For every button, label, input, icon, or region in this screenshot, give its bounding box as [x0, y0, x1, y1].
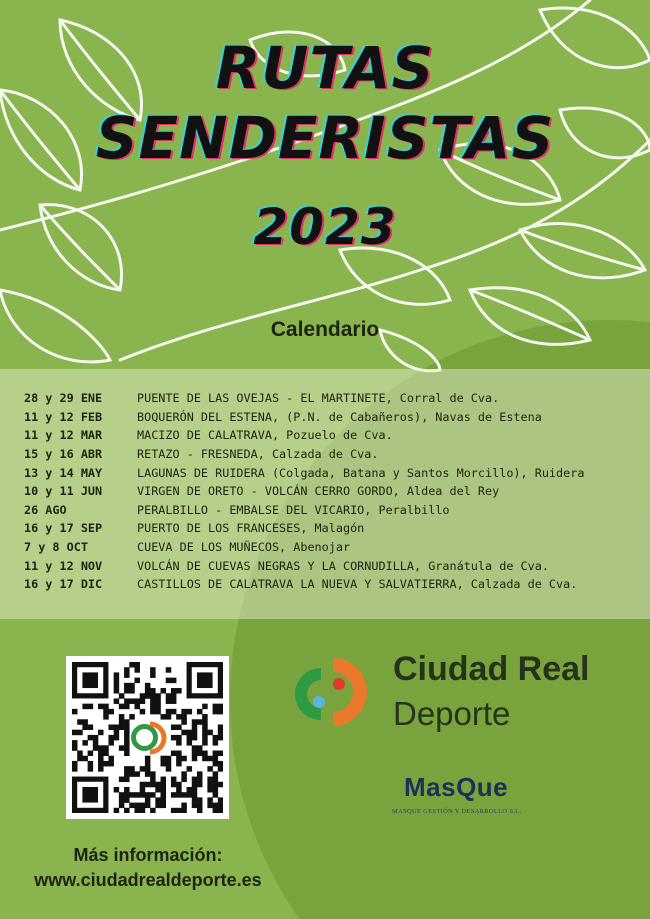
route-date: 7 y 8 OCT — [24, 540, 88, 555]
route-row — [24, 445, 584, 464]
brand-subname: Deporte — [393, 695, 511, 732]
route-description: CASTILLOS DE CALATRAVA LA NUEVA Y SALVATIERRA, Calzada de Cva. — [137, 577, 578, 592]
route-row — [24, 426, 584, 445]
info-url[interactable]: www.ciudadrealdeporte.es — [34, 870, 262, 890]
route-description: VOLCÁN DE CUEVAS NEGRAS Y LA CORNUDILLA, Granátula de Cva. — [137, 558, 549, 573]
info-label: Más información: — [73, 845, 223, 865]
route-row — [24, 501, 584, 520]
route-description: RETAZO - FRESNEDA, Calzada de Cva. — [137, 447, 379, 462]
route-date: 13 y 14 MAY — [24, 465, 103, 480]
title-year: 2023 — [253, 198, 397, 256]
brand-name: Ciudad Real — [393, 650, 590, 688]
route-description: PUERTO DE LOS FRANCESES, Malagón — [137, 521, 365, 536]
calendar-list — [24, 389, 584, 594]
route-description: MACIZO DE CALATRAVA, Pozuelo de Cva. — [137, 428, 393, 443]
qr-code[interactable] — [66, 656, 229, 819]
route-description: PERALBILLO - EMBALSE DEL VICARIO, Peralbillo — [137, 502, 450, 517]
route-row — [24, 519, 584, 538]
route-date: 11 y 12 MAR — [24, 428, 103, 443]
route-date: 26 AGO — [24, 502, 67, 517]
route-date: 28 y 29 ENE — [24, 391, 103, 406]
route-row — [24, 575, 584, 594]
title-line-2: SENDERISTAS — [95, 104, 555, 172]
route-date: 16 y 17 DIC — [24, 577, 103, 592]
route-date: 11 y 12 NOV — [24, 558, 103, 573]
route-description: VIRGEN DE ORETO - VOLCÁN CERRO GORDO, Aldea del Rey — [137, 484, 500, 499]
route-row — [24, 556, 584, 575]
route-row — [24, 463, 584, 482]
ciudad-real-deporte-logo — [289, 654, 369, 734]
route-date: 10 y 11 JUN — [24, 484, 103, 499]
route-row — [24, 389, 584, 408]
route-description: LAGUNAS DE RUIDERA (Colgada, Batana y Santos Morcillo), Ruidera — [137, 465, 585, 480]
subtitle: Calendario — [270, 318, 380, 341]
title-line-1: RUTAS — [215, 34, 435, 102]
route-date: 16 y 17 SEP — [24, 521, 103, 536]
masque-logo: MasQue — [404, 772, 509, 802]
route-row — [24, 538, 584, 557]
route-row — [24, 482, 584, 501]
route-date: 15 y 16 ABR — [24, 447, 103, 462]
route-date: 11 y 12 FEB — [24, 409, 103, 424]
route-row — [24, 408, 584, 427]
route-description: PUENTE DE LAS OVEJAS - EL MARTINETE, Corral de Cva. — [137, 391, 500, 406]
route-description: BOQUERÓN DEL ESTENA, (P.N. de Cabañeros), Navas de Estena — [137, 409, 542, 424]
qr-code-icon — [72, 662, 223, 813]
masque-tagline: MASQUE GESTIÓN Y DESARROLLO S.L. — [392, 808, 522, 815]
route-description: CUEVA DE LOS MUÑECOS, Abenojar — [137, 540, 351, 555]
